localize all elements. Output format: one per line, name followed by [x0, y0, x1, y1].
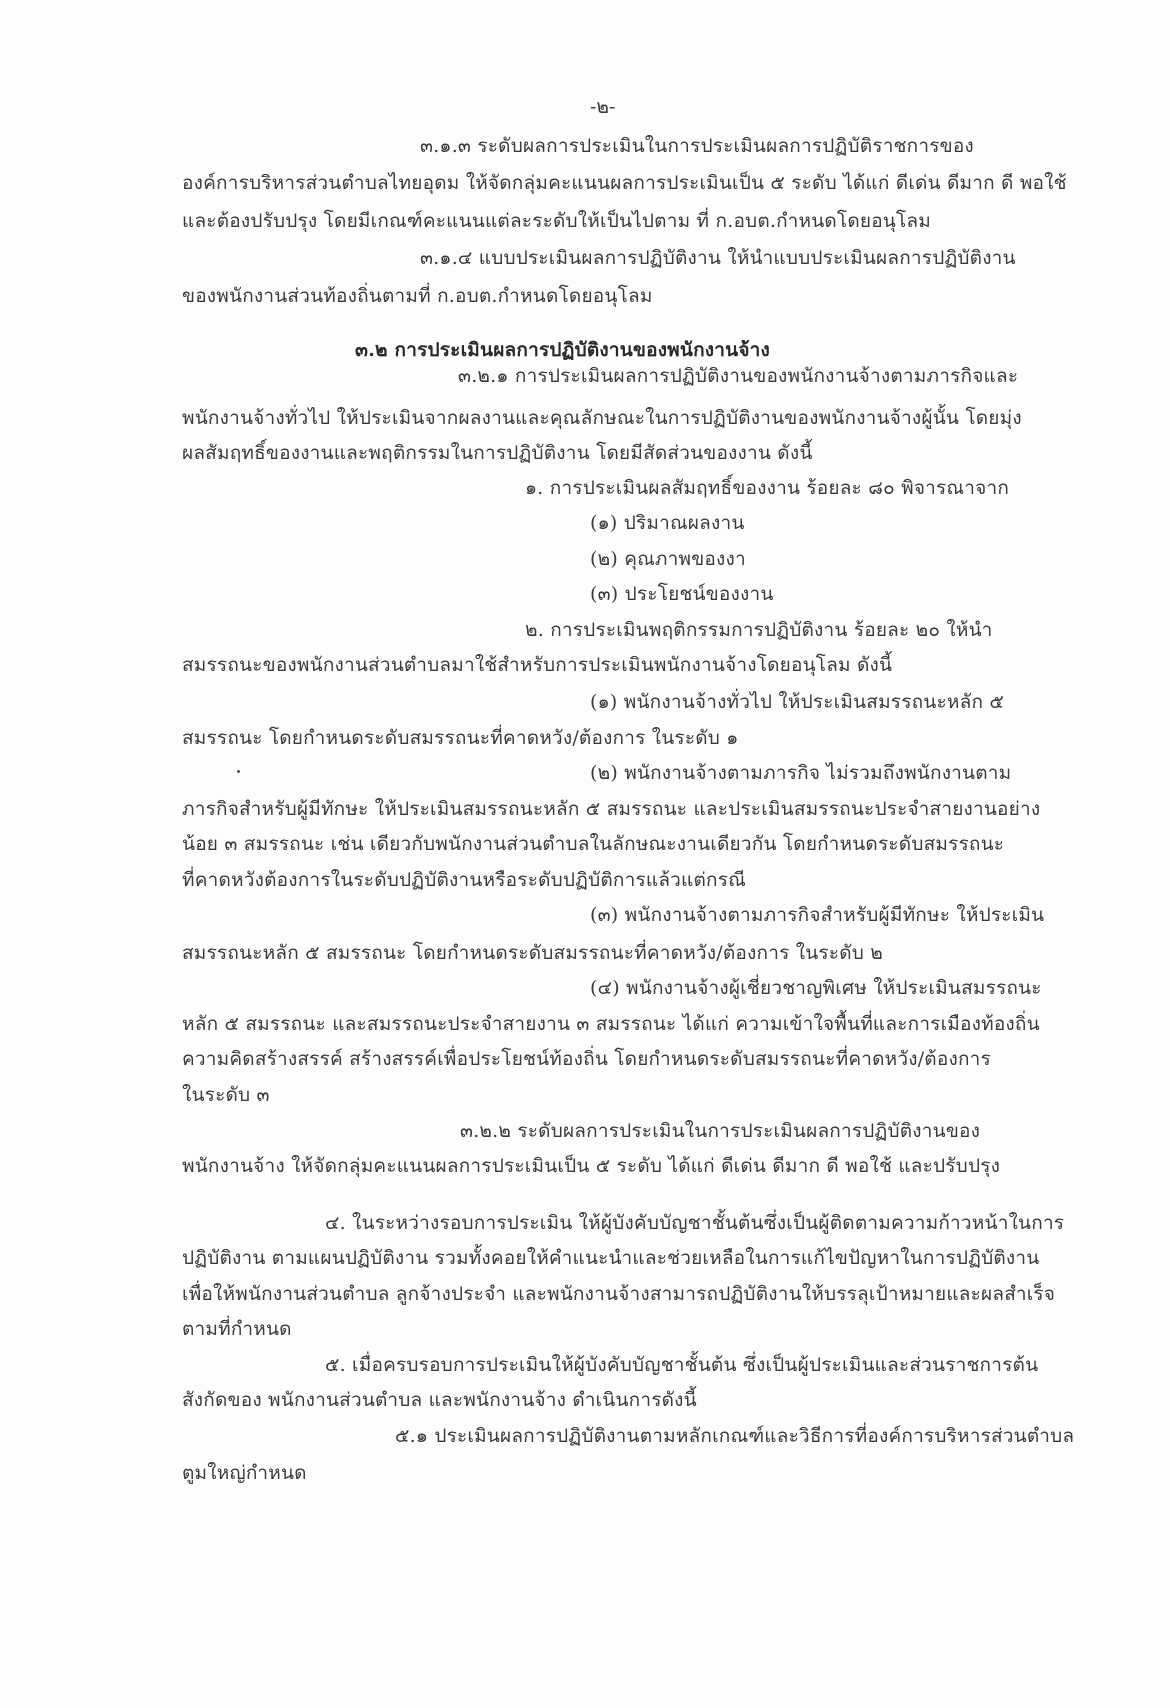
- text-line: ของพนักงานส่วนท้องถิ่นตามที่ ก.อบต.กำหนดโดยอนุโลม: [182, 285, 653, 307]
- text-line: สมรรถนะหลัก ๕ สมรรถนะ โดยกำหนดระดับสมรรถนะที่คาดหวัง/ต้องการ ในระดับ ๒: [182, 942, 883, 964]
- text-line: ๓.๑.๔ แบบประเมินผลการปฏิบัติงาน ให้นำแบบประเมินผลการปฏิบัติงาน: [420, 247, 1016, 269]
- list-item: (๓) ประโยชน์ของงาน: [590, 583, 774, 605]
- text-line: ๑. การประเมินผลสัมฤทธิ์ของงาน ร้อยละ ๘๐ พิจารณาจาก: [525, 477, 1010, 499]
- text-line: สังกัดของ พนักงานส่วนตำบล และพนักงานจ้าง ดำเนินการดังนี้: [182, 1389, 697, 1411]
- text-line: เพื่อให้พนักงานส่วนตำบล ลูกจ้างประจำ และพนักงานจ้างสามารถปฏิบัติงานให้บรรลุเป้าหมายและผลสำเร็จ: [182, 1283, 1056, 1305]
- text-line: (๑) พนักงานจ้างทั่วไป ให้ประเมินสมรรถนะหลัก ๕: [590, 691, 1005, 713]
- text-line: ตามที่กำหนด: [182, 1318, 292, 1340]
- text-line: สมรรถนะ โดยกำหนดระดับสมรรถนะที่คาดหวัง/ต้องการ ในระดับ ๑: [182, 727, 739, 749]
- list-item: (๒) คุณภาพของงา: [590, 548, 746, 570]
- list-item: (๑) ปริมาณผลงาน: [590, 512, 745, 534]
- text-line: ตูมใหญ่กำหนด: [182, 1462, 307, 1484]
- text-line: หลัก ๕ สมรรถนะ และสมรรถนะประจำสายงาน ๓ สมรรถนะ ได้แก่ ความเข้าใจพื้นที่และการเมืองท้องถิ่น: [182, 1013, 1040, 1035]
- text-line: (๔) พนักงานจ้างผู้เชี่ยวชาญพิเศษ ให้ประเมินสมรรถนะ: [590, 977, 1042, 999]
- text-line: ผลสัมฤทธิ์ของงานและพฤติกรรมในการปฏิบัติงาน โดยมีสัดส่วนของงาน ดังนี้: [182, 442, 813, 464]
- text-line: สมรรถนะของพนักงานส่วนตำบลมาใช้สำหรับการประเมินพนักงานจ้างโดยอนุโลม ดังนี้: [182, 654, 893, 676]
- text-line: (๒) พนักงานจ้างตามภารกิจ ไม่รวมถึงพนักงานตาม: [590, 762, 1012, 784]
- text-line: ภารกิจสำหรับผู้มีทักษะ ให้ประเมินสมรรถนะหลัก ๕ สมรรถนะ และประเมินสมรรถนะประจำสายงานอย่าง: [182, 798, 1041, 820]
- text-line: ๔. ในระหว่างรอบการประเมิน ให้ผู้บังคับบัญชาชั้นต้นซึ่งเป็นผู้ติดตามความก้าวหน้าในการ: [325, 1212, 1065, 1234]
- text-line: ปฏิบัติงาน ตามแผนปฏิบัติงาน รวมทั้งคอยให้คำแนะนำและช่วยเหลือในการแก้ไขปัญหาในการปฏิบัติงาน: [182, 1247, 1040, 1269]
- text-line: ที่คาดหวังต้องการในระดับปฏิบัติงานหรือระดับปฏิบัติการแล้วแต่กรณี: [182, 869, 746, 891]
- text-line: ๓.๒.๑ การประเมินผลการปฏิบัติงานของพนักงานจ้างตามภารกิจและ: [458, 365, 1019, 387]
- text-line: ๓.๒.๒ ระดับผลการประเมินในการประเมินผลการปฏิบัติงานของ: [460, 1120, 981, 1142]
- text-line: น้อย ๓ สมรรถนะ เช่น เดียวกับพนักงานส่วนตำบลในลักษณะงานเดียวกัน โดยกำหนดระดับสมรรถนะ: [182, 833, 1005, 855]
- text-line: พนักงานจ้าง ให้จัดกลุ่มคะแนนผลการประเมินเป็น ๕ ระดับ ได้แก่ ดีเด่น ดีมาก ดี พอใช้ และปรับปรุง: [182, 1155, 1001, 1177]
- text-line: พนักงานจ้างทั่วไป ให้ประเมินจากผลงานและคุณลักษณะในการปฏิบัติงานของพนักงานจ้างผู้นั้น โดยมุ่ง: [182, 407, 1022, 429]
- text-line: ๕.๑ ประเมินผลการปฏิบัติงานตามหลักเกณฑ์และวิธีการที่องค์การบริหารส่วนตำบล: [395, 1425, 1075, 1447]
- text-line: ๓.๑.๓ ระดับผลการประเมินในการประเมินผลการปฏิบัติราชการของ: [420, 135, 974, 157]
- text-line: ๕. เมื่อครบรอบการประเมินให้ผู้บังคับบัญชาชั้นต้น ซึ่งเป็นผู้ประเมินและส่วนราชการต้น: [325, 1354, 1039, 1376]
- section-heading: ๓.๒ การประเมินผลการปฏิบัติงานของพนักงานจ้าง: [355, 339, 771, 361]
- page-number: -๒-: [590, 96, 616, 118]
- text-line: ๒. การประเมินพฤติกรรมการปฏิบัติงาน ร้อยละ ๒๐ ให้นำ: [525, 619, 993, 641]
- text-line: ความคิดสร้างสรรค์ สร้างสรรค์เพื่อประโยชน์ท้องถิ่น โดยกำหนดระดับสมรรถนะที่คาดหวัง/ต้องการ: [182, 1048, 991, 1070]
- text-line: และต้องปรับปรุง โดยมีเกณฑ์คะแนนแต่ละระดับให้เป็นไปตาม ที่ ก.อบต.กำหนดโดยอนุโลม: [182, 210, 931, 232]
- text-line: ในระดับ ๓: [182, 1084, 270, 1106]
- text-line: องค์การบริหารส่วนตำบลไทยอุดม ให้จัดกลุ่มคะแนนผลการประเมินเป็น ๕ ระดับ ได้แก่ ดีเด่น ดีมาก ดี พอใช้: [182, 172, 1067, 194]
- stray-dot: [237, 770, 240, 773]
- text-line: (๓) พนักงานจ้างตามภารกิจสำหรับผู้มีทักษะ ให้ประเมิน: [590, 904, 1045, 926]
